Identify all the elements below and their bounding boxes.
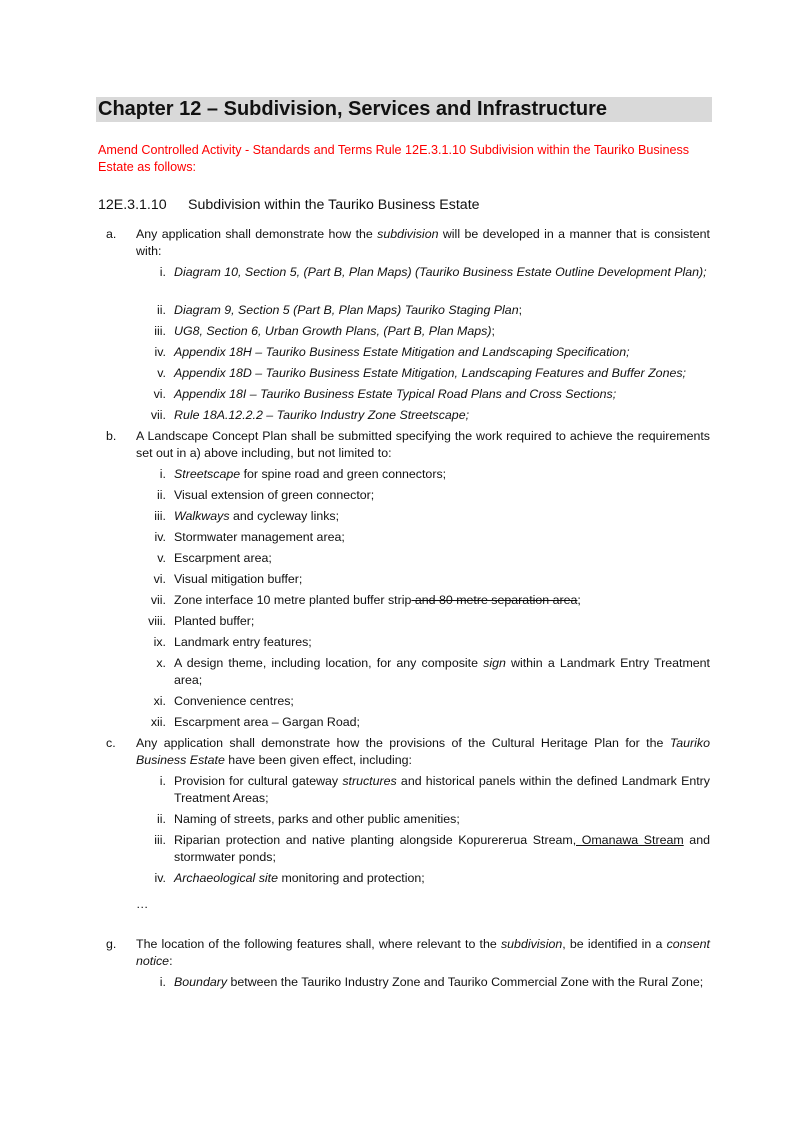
sub-text: Planted buffer; (174, 614, 255, 628)
clause-text: , be identified in a (562, 937, 667, 951)
sub-label: vi. (153, 387, 166, 401)
sub-label: iii. (154, 509, 166, 523)
defined-term: consent notice (136, 937, 710, 968)
clause-text: A Landscape Concept Plan shall be submitted specifying the work required to achieve the requirements set out in a) above including, but not limited to: (136, 429, 710, 460)
clause-b-ix (136, 634, 710, 651)
defined-term: Walkways (174, 509, 230, 523)
sub-text: Escarpment area; (174, 551, 272, 565)
defined-term: sign (483, 656, 506, 670)
sub-text: Provision for cultural gateway (174, 774, 343, 788)
sub-label: xi. (153, 694, 166, 708)
sub-text: Visual mitigation buffer; (174, 572, 303, 586)
clause-b-i (136, 466, 710, 483)
chapter-heading: Chapter 12 – Subdivision, Services and Infrastructure (96, 97, 712, 122)
clause-b-ii (136, 487, 710, 504)
sub-label: vii. (150, 593, 166, 607)
clause-label: c. (106, 736, 116, 750)
clause-a-vii (136, 407, 710, 424)
sub-label: x. (156, 656, 166, 670)
clause-b (98, 428, 710, 462)
sub-label: ii. (157, 812, 166, 826)
rule-heading (98, 196, 712, 215)
clause-b-vii (136, 592, 710, 609)
sub-text: Escarpment area – Gargan Road; (174, 715, 360, 729)
defined-term: subdivision (500, 937, 563, 951)
clause-a-i (136, 264, 710, 281)
sub-text: Appendix 18I – Tauriko Business Estate Typical Road Plans and Cross Sections; (174, 387, 617, 401)
sub-text: and stormwater ponds; (174, 833, 710, 864)
sub-text: Diagram 10, Section 5, (Part B, Plan Maps) (Tauriko Business Estate Outline Development Plan); (174, 265, 707, 279)
sub-text: Landmark entry features; (174, 635, 312, 649)
sub-label: i. (159, 265, 166, 279)
sub-label: ix. (153, 635, 166, 649)
clause-text: have been given effect, including: (224, 753, 413, 767)
sub-text-tail: ; (491, 324, 495, 338)
clause-b-iv (136, 529, 710, 546)
sub-text: Convenience centres; (174, 694, 294, 708)
clause-text: The location of the following features shall, where relevant to the (136, 937, 501, 951)
clause-text: Any application shall demonstrate how the (136, 227, 378, 241)
sub-text: and historical panels within the defined Landmark Entry Treatment Areas; (174, 774, 710, 805)
sub-text: Naming of streets, parks and other public amenities; (174, 812, 460, 826)
clause-b-viii (136, 613, 710, 630)
sub-text: Riparian protection and native planting alongside Kopurererua Stream (174, 833, 573, 847)
clause-b-xii (136, 714, 710, 731)
sub-text: Stormwater management area; (174, 530, 345, 544)
clause-c-iv (136, 870, 710, 887)
defined-term: subdivision (377, 227, 439, 241)
rule-title: Subdivision within the Tauriko Business Estate (188, 197, 480, 213)
clause-c-iii (136, 832, 710, 866)
clause-a-iv (136, 344, 710, 361)
sub-label: xii. (150, 715, 166, 729)
clause-b-x (136, 655, 710, 689)
clause-b-xi (136, 693, 710, 710)
sub-label: iii. (154, 833, 166, 847)
sub-label: vii. (150, 408, 166, 422)
sub-text: Appendix 18H – Tauriko Business Estate Mitigation and Landscaping Specification; (174, 345, 630, 359)
sub-text: Zone interface 10 metre planted buffer strip (174, 593, 412, 607)
sub-label: ii. (157, 303, 166, 317)
clause-text: Any application shall demonstrate how the provisions of the Cultural Heritage Plan for the (136, 736, 670, 750)
defined-term: Tauriko Business Estate (136, 736, 710, 767)
clause-label: b. (106, 429, 117, 443)
defined-term: Archaeological site (174, 871, 279, 885)
defined-term: Boundary (174, 975, 228, 989)
defined-term: Streetscape (174, 467, 241, 481)
ellipsis: … (136, 897, 149, 911)
amendment-instruction: Amend Controlled Activity - Standards and Terms Rule 12E.3.1.10 Subdivision within the Tauriko Business Estate as follows: (98, 143, 690, 174)
clause-c-i (136, 773, 710, 807)
sub-text-tail: ; (577, 593, 581, 607)
struck-text: and 80 metre separation area (411, 593, 578, 607)
clause-label: a. (106, 227, 117, 241)
sub-label: iv. (154, 530, 166, 544)
sub-text: Appendix 18D – Tauriko Business Estate Mitigation, Landscaping Features and Buffer Zones; (174, 366, 686, 380)
sub-text: between the Tauriko Industry Zone and Tauriko Commercial Zone with the Rural Zone; (227, 975, 704, 989)
clause-g (98, 936, 710, 970)
sub-text: monitoring and protection; (278, 871, 425, 885)
sub-label: iv. (154, 345, 166, 359)
clause-a-v (136, 365, 710, 382)
sub-label: iii. (154, 324, 166, 338)
sub-text: Visual extension of green connector; (174, 488, 375, 502)
sub-label: viii. (148, 614, 166, 628)
sub-text: and cycleway links; (229, 509, 340, 523)
sub-label: v. (157, 551, 166, 565)
clause-b-vi (136, 571, 710, 588)
rule-number: 12E.3.1.10 (98, 197, 167, 213)
clause-c-ii (136, 811, 710, 828)
clause-a-ii (136, 302, 710, 319)
sub-label: ii. (157, 488, 166, 502)
sub-text: A design theme, including location, for any composite (174, 656, 484, 670)
sub-label: i. (159, 467, 166, 481)
clause-g-i (136, 974, 710, 991)
sub-label: vi. (153, 572, 166, 586)
inserted-text: , Omanawa Stream (572, 833, 684, 847)
sub-text: UG8, Section 6, Urban Growth Plans, (Part B, Plan Maps) (174, 324, 492, 338)
sub-text-tail: ; (518, 303, 523, 317)
clause-text: : (169, 954, 173, 968)
clause-label: g. (106, 937, 117, 951)
sub-text: Rule 18A.12.2.2 – Tauriko Industry Zone Streetscape; (174, 408, 470, 422)
sub-label: i. (159, 975, 166, 989)
sub-text: for spine road and green connectors; (240, 467, 447, 481)
sub-label: v. (157, 366, 166, 380)
clause-c (98, 735, 710, 769)
clause-a (98, 226, 710, 260)
clause-b-v (136, 550, 710, 567)
clause-a-vi (136, 386, 710, 403)
sub-text: Diagram 9, Section 5 (Part B, Plan Maps) Tauriko Staging Plan (174, 303, 519, 317)
clause-text: will be developed in a manner that is consistent with: (136, 227, 711, 258)
sub-label: iv. (154, 871, 166, 885)
sub-label: i. (159, 774, 166, 788)
sub-text: within a Landmark Entry Treatment area; (174, 656, 710, 687)
defined-term: structures (342, 774, 397, 788)
clause-a-iii (136, 323, 710, 340)
clause-b-iii (136, 508, 710, 525)
